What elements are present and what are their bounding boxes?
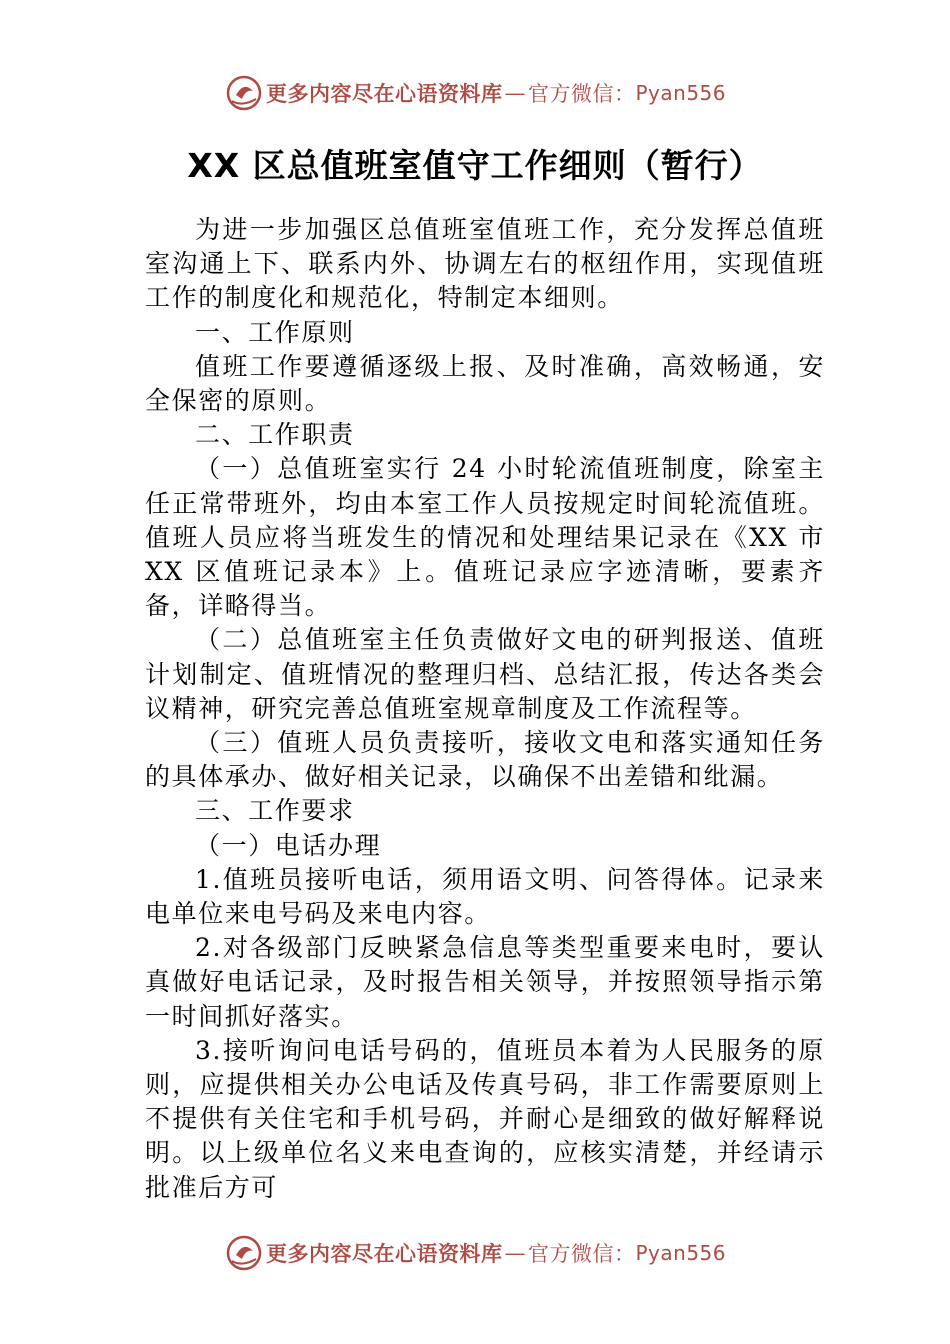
section-heading-duties: 二、工作职责: [195, 420, 355, 450]
duty-item-3: （三）值班人员负责接听，接收文电和落实通知任务的具体承办、做好相关记录，以确保不出差错和纰漏。: [145, 728, 825, 792]
duty-item-1: （一）总值班室实行 24 小时轮流值班制度，除室主任正常带班外，均由本室工作人员按规定时间轮流值班。值班人员应将当班发生的情况和处理结果记录在《XX 市 XX 区值班记录本》上。值班记录应字迹清晰，要素齐备，详略得当。: [145, 454, 825, 621]
banner-brand-text: 更多内容尽在心语资料库: [265, 81, 503, 106]
banner-brand-text: 更多内容尽在心语资料库: [265, 1241, 503, 1266]
header-watermark-banner: [0, 71, 950, 115]
section-heading-requirements: 三、工作要求: [195, 796, 355, 826]
phone-rule-3: 3.接听询问电话号码的，值班员本着为人民服务的原则，应提供相关办公电话及传真号码，非工作需要原则上不提供有关住宅和手机号码，并耐心是细致的做好解释说明。以上级单位名义来电查询的，应核实清楚，并经请示批准后方可: [145, 1035, 825, 1202]
banner-dash: —: [504, 1241, 526, 1265]
section-heading-principles: 一、工作原则: [195, 317, 355, 347]
phone-rule-1: 1.值班员接听电话，须用语文明、问答得体。记录来电单位来电号码及来电内容。: [145, 864, 825, 929]
intro-paragraph: 为进一步加强区总值班室值班工作，充分发挥总值班室沟通上下、联系内外、协调左右的枢纽作用，实现值班工作的制度化和规范化，特制定本细则。: [145, 215, 825, 313]
document-title: XX 区总值班室值守工作细则（暂行）: [187, 146, 763, 185]
brand-logo-icon: [224, 73, 264, 113]
duty-item-2: （二）总值班室主任负责做好文电的研判报送、值班计划制定、值班情况的整理归档、总结汇报，传达各类会议精神，研究完善总值班室规章制度及工作流程等。: [145, 625, 825, 723]
banner-wechat-id: Pyan556: [635, 1241, 726, 1265]
subsection-heading-phone: （一）电话办理: [195, 830, 382, 860]
banner-wechat-label: 官方微信：: [527, 1242, 636, 1266]
footer-watermark-banner: [0, 1231, 950, 1275]
principles-paragraph: 值班工作要遵循逐级上报、及时准确，高效畅通，安全保密的原则。: [145, 351, 825, 416]
phone-rule-2: 2.对各级部门反映紧急信息等类型重要来电时，要认真做好电话记录，及时报告相关领导，并按照领导指示第一时间抓好落实。: [145, 933, 825, 1031]
document-body: [145, 213, 825, 1205]
banner-wechat-label: 官方微信：: [527, 82, 636, 106]
banner-dash: —: [504, 81, 526, 105]
banner-wechat-id: Pyan556: [635, 81, 726, 105]
brand-logo-icon: [224, 1233, 264, 1273]
